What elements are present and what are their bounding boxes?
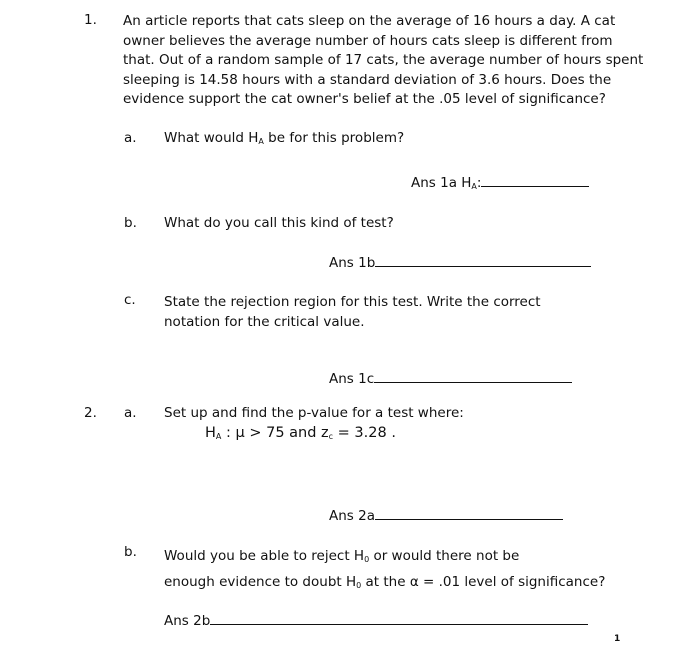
question-1-prompt (123, 12, 644, 110)
q2b-question: Would you be able to reject $H_0$ or would there not be enough evidence to doubt $H_0$ at the α = .01 level of significance? (164, 548, 606, 590)
q1b-letter: b. (124, 215, 137, 231)
q1-line-5: evidence support the cat owner's belief at the .05 level of significance? (123, 91, 606, 108)
q1a-letter: a. (124, 130, 137, 146)
q2b-answer-blank[interactable] (210, 611, 588, 625)
q1c-answer: Ans 1c (329, 369, 572, 387)
q1b-question: What do you call this kind of test? (164, 215, 394, 231)
q2a-question: Set up and find the p-value for a test where: (164, 405, 464, 421)
q1-line-4: sleeping is 14.58 hours with a standard deviation of 3.6 hours. Does the (123, 71, 612, 88)
q2a-letter: a. (124, 405, 137, 421)
q1b-answer: Ans 1b (329, 253, 591, 271)
q1a-question: What would $H_A$ be for this problem? (164, 130, 405, 146)
q1c-letter: c. (124, 292, 136, 308)
q1-line-1: An article reports that cats sleep on the average of 16 hours a day. A cat (123, 13, 616, 29)
q1c-question: State the rejection region for this test. Write the correct notation for the critical value. (164, 294, 541, 330)
q1b-answer-blank[interactable] (375, 253, 591, 267)
q1a-answer-blank[interactable] (481, 173, 589, 187)
q1-line-2: owner believes the average number of hours cats sleep is different from (123, 32, 613, 49)
q2a-answer-blank[interactable] (375, 506, 563, 520)
q1-line-3: that. Out of a random sample of 17 cats, the average number of hours spent (123, 52, 644, 69)
q1a-answer: Ans 1a $H_A$: (411, 173, 589, 191)
q2b-letter: b. (124, 544, 137, 560)
q2b-answer: Ans 2b (164, 611, 588, 629)
q1c-answer-blank[interactable] (374, 369, 572, 383)
question-2-number: 2. (84, 405, 97, 421)
question-1-number: 1. (84, 12, 97, 28)
page-mark: 1 (614, 634, 621, 644)
q2a-hypothesis: $H_A$ : μ > 75 and $z_c = 3.28$ . (205, 425, 396, 441)
q2a-answer: Ans 2a (329, 506, 563, 524)
